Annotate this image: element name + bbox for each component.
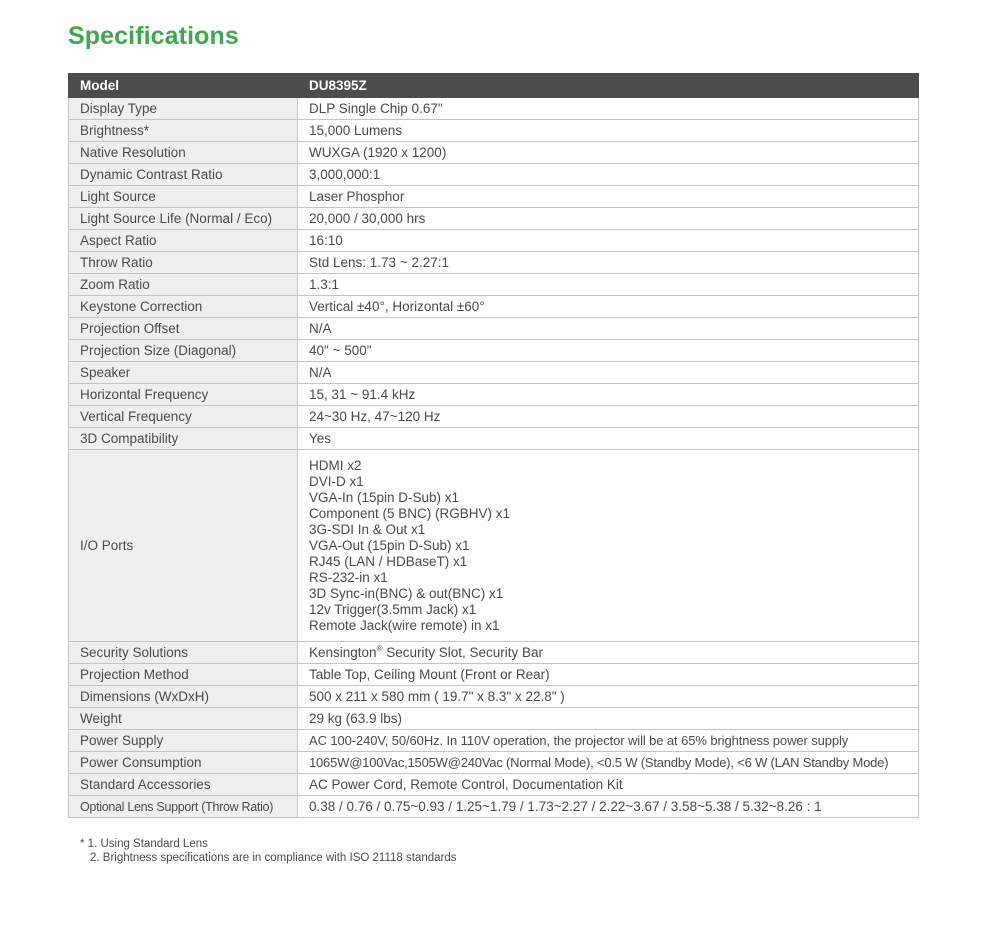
table-row (69, 340, 919, 362)
spec-value: 16:10 (298, 230, 919, 252)
security-brand: Kensington (309, 644, 377, 660)
spec-value: 20,000 / 30,000 hrs (298, 208, 919, 230)
table-row (69, 796, 919, 818)
table-row (69, 642, 919, 664)
io-ports-list (309, 458, 918, 634)
table-row (69, 730, 919, 752)
io-ports-label: I/O Ports (69, 450, 298, 642)
table-row (69, 142, 919, 164)
spec-value: 500 x 211 x 580 mm ( 19.7" x 8.3" x 22.8" ) (298, 686, 919, 708)
spec-label: Native Resolution (69, 142, 298, 164)
page-title: Specifications (68, 22, 239, 50)
table-row (69, 120, 919, 142)
spec-label: Display Type (69, 98, 298, 120)
spec-value: N/A (298, 362, 919, 384)
table-row (69, 296, 919, 318)
table-row (69, 774, 919, 796)
spec-value: 29 kg (63.9 lbs) (298, 708, 919, 730)
io-port-item: 12v Trigger(3.5mm Jack) x1 (309, 601, 477, 617)
io-port-item: VGA-In (15pin D-Sub) x1 (309, 489, 460, 505)
spec-value: AC Power Cord, Remote Control, Documentation Kit (298, 774, 919, 796)
spec-value: WUXGA (1920 x 1200) (298, 142, 919, 164)
io-port-item: Remote Jack(wire remote) in x1 (309, 617, 500, 633)
footnotes (80, 838, 457, 865)
spec-label: Weight (69, 708, 298, 730)
table-row (69, 686, 919, 708)
table-row (69, 752, 919, 774)
io-port-item: DVI-D x1 (309, 473, 364, 489)
table-row (69, 230, 919, 252)
spec-value: 1065W@100Vac,1505W@240Vac (Normal Mode), <0.5 W (Standby Mode), <6 W (LAN Standby Mode) (298, 752, 919, 774)
spec-value: 0.38 / 0.76 / 0.75~0.93 / 1.25~1.79 / 1.73~2.27 / 2.22~3.67 / 3.58~5.38 / 5.32~8.26 : 1 (298, 796, 919, 818)
table-row (69, 208, 919, 230)
spec-label: Light Source Life (Normal / Eco) (69, 208, 298, 230)
spec-value: Std Lens: 1.73 ~ 2.27:1 (298, 252, 919, 274)
footnote-1: * 1. Using Standard Lens (80, 838, 208, 850)
spec-value: 3,000,000:1 (298, 164, 919, 186)
spec-value: DLP Single Chip 0.67" (298, 98, 919, 120)
spec-value: 40" ~ 500" (298, 340, 919, 362)
spec-label: Security Solutions (69, 642, 298, 664)
spec-value: 15,000 Lumens (298, 120, 919, 142)
spec-label: Projection Size (Diagonal) (69, 340, 298, 362)
footnote-2: 2. Brightness specifications are in compliance with ISO 21118 standards (90, 851, 457, 864)
io-port-item: RS-232-in x1 (309, 569, 388, 585)
spec-label: Zoom Ratio (69, 274, 298, 296)
table-row (69, 428, 919, 450)
spec-label: Standard Accessories (69, 774, 298, 796)
table-row (69, 362, 919, 384)
spec-value: N/A (298, 318, 919, 340)
io-ports-value (298, 450, 919, 642)
io-port-item: Component (5 BNC) (RGBHV) x1 (309, 505, 511, 521)
spec-label: Speaker (69, 362, 298, 384)
spec-value: Yes (298, 428, 919, 450)
spec-value: Vertical ±40°, Horizontal ±60° (298, 296, 919, 318)
spec-label: Throw Ratio (69, 252, 298, 274)
security-details: Security Slot, Security Bar (382, 644, 544, 660)
spec-value: 1.3:1 (298, 274, 919, 296)
io-port-item: 3G-SDI In & Out x1 (309, 521, 426, 537)
spec-label: Power Consumption (69, 752, 298, 774)
spec-label: Vertical Frequency (69, 406, 298, 428)
spec-value: AC 100-240V, 50/60Hz. In 110V operation, the projector will be at 65% brightness power supply (298, 730, 919, 752)
spec-label: Projection Offset (69, 318, 298, 340)
io-ports-row (69, 450, 919, 642)
spec-label: Horizontal Frequency (69, 384, 298, 406)
registered-mark: ® (376, 643, 383, 653)
table-row (69, 98, 919, 120)
table-header-row (69, 74, 919, 98)
table-row (69, 186, 919, 208)
spec-value: 24~30 Hz, 47~120 Hz (298, 406, 919, 428)
table-row (69, 318, 919, 340)
spec-value (298, 642, 919, 664)
spec-label: Power Supply (69, 730, 298, 752)
table-row (69, 664, 919, 686)
spec-label: Brightness* (69, 120, 298, 142)
spec-label: 3D Compatibility (69, 428, 298, 450)
header-label: Model (69, 74, 298, 98)
spec-value: Table Top, Ceiling Mount (Front or Rear) (298, 664, 919, 686)
spec-label: Optional Lens Support (Throw Ratio) (69, 796, 298, 818)
io-port-item: 3D Sync-in(BNC) & out(BNC) x1 (309, 585, 504, 601)
header-model-value: DU8395Z (298, 74, 919, 98)
io-port-item: HDMI x2 (309, 457, 362, 473)
io-port-item: RJ45 (LAN / HDBaseT) x1 (309, 553, 468, 569)
table-row (69, 164, 919, 186)
specifications-table (68, 73, 919, 818)
spec-label: Dimensions (WxDxH) (69, 686, 298, 708)
spec-label: Aspect Ratio (69, 230, 298, 252)
table-row (69, 274, 919, 296)
spec-value: 15, 31 ~ 91.4 kHz (298, 384, 919, 406)
spec-value: Laser Phosphor (298, 186, 919, 208)
table-row (69, 384, 919, 406)
spec-label: Light Source (69, 186, 298, 208)
table-row (69, 406, 919, 428)
table-row (69, 708, 919, 730)
spec-label: Projection Method (69, 664, 298, 686)
io-port-item: VGA-Out (15pin D-Sub) x1 (309, 537, 470, 553)
spec-label: Keystone Correction (69, 296, 298, 318)
table-row (69, 252, 919, 274)
spec-label: Dynamic Contrast Ratio (69, 164, 298, 186)
